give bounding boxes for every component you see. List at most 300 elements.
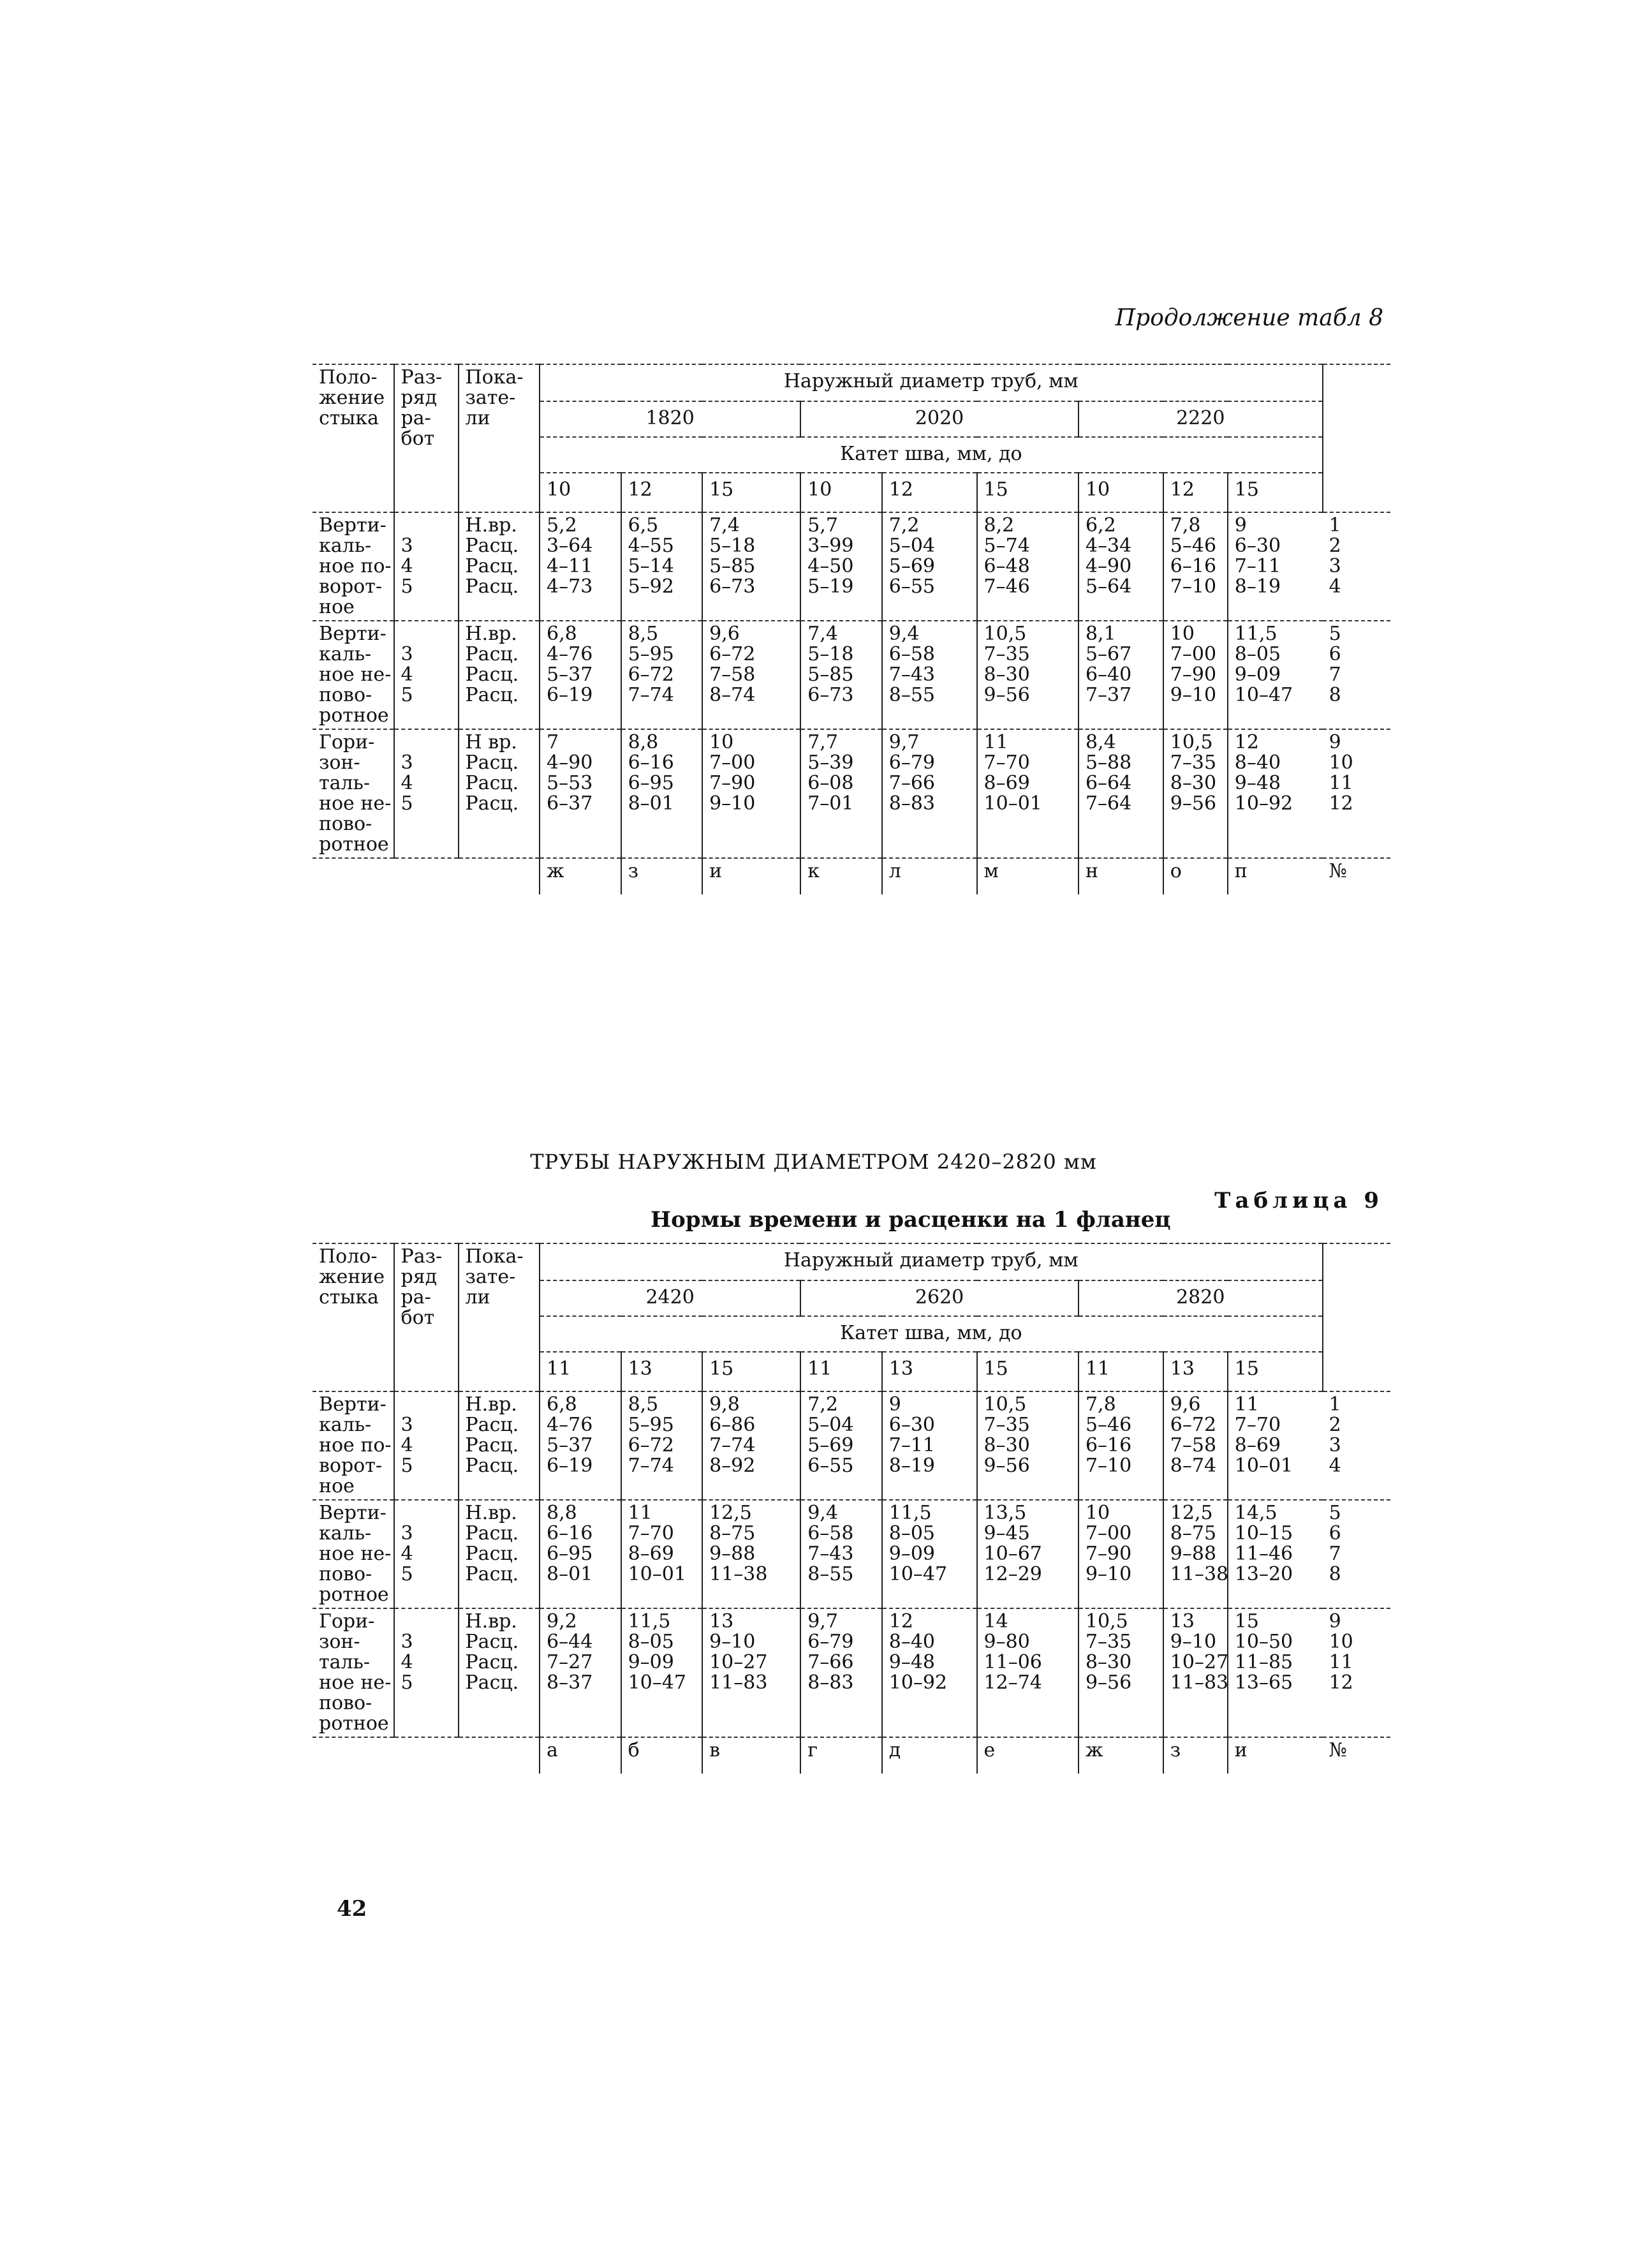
- value: 9–10: [709, 1631, 756, 1653]
- position-line: пово-: [319, 1563, 372, 1585]
- value: 5–46: [1085, 1414, 1132, 1436]
- value-cell: [977, 1500, 1079, 1608]
- value-cell: [621, 729, 703, 858]
- value-cell: [882, 621, 977, 729]
- value: 8–40: [1234, 752, 1281, 774]
- row-number: 4: [1329, 1455, 1341, 1477]
- value: 7–35: [1085, 1631, 1132, 1653]
- column-letter: а: [540, 1737, 621, 1774]
- row-number: 2: [1329, 1414, 1341, 1436]
- header-grade-line: бот: [401, 427, 435, 450]
- value-cell: [882, 1500, 977, 1608]
- grade-cell: [394, 1500, 459, 1608]
- value: 9,6: [709, 623, 740, 645]
- header-leg-value: 15: [702, 1352, 800, 1391]
- value: 8–75: [1170, 1522, 1217, 1545]
- position-line: каль-: [319, 535, 372, 557]
- table-row: [313, 1391, 1390, 1500]
- value: 7–70: [1234, 1414, 1281, 1436]
- indicator-cell: [459, 621, 540, 729]
- row-number: 7: [1329, 663, 1341, 686]
- value: 9–56: [983, 1455, 1030, 1477]
- value: 8–74: [709, 684, 756, 706]
- position-line: ное не-: [319, 1671, 392, 1694]
- header-row: [313, 1243, 1390, 1280]
- value: 14: [983, 1610, 1008, 1633]
- grade-cell: [394, 512, 459, 621]
- row-number: 11: [1329, 1651, 1353, 1673]
- grade-value: 5: [401, 1563, 413, 1585]
- value: 8–01: [547, 1563, 593, 1585]
- row-number: 3: [1329, 555, 1341, 577]
- header-position: [313, 364, 394, 512]
- value-cell: [977, 1391, 1079, 1500]
- value: 5–69: [888, 555, 935, 577]
- value-cell: [1079, 1500, 1163, 1608]
- row-number: 7: [1329, 1543, 1341, 1565]
- row-number: 5: [1329, 1502, 1341, 1524]
- value: 10–47: [888, 1563, 948, 1585]
- value: 8–19: [1234, 575, 1281, 598]
- value: 8,4: [1085, 731, 1116, 753]
- indicator-cell: [459, 1391, 540, 1500]
- value: 5–74: [983, 535, 1030, 557]
- position-line: Гори-: [319, 731, 375, 753]
- grade-value: 5: [401, 792, 413, 815]
- row-number-cell: [1323, 729, 1390, 858]
- value: 7: [547, 731, 559, 753]
- header-leg-value: 11: [800, 1352, 882, 1391]
- value: 9–48: [888, 1651, 935, 1673]
- grade-value: 3: [401, 643, 413, 665]
- value: 8,1: [1085, 623, 1116, 645]
- value: 8–69: [1234, 1434, 1281, 1456]
- position-line: ное: [319, 596, 355, 618]
- header-weld-leg: Катет шва, мм, до: [540, 1316, 1323, 1352]
- column-letter: о: [1163, 858, 1228, 894]
- value: 10–15: [1234, 1522, 1293, 1545]
- value-cell: [882, 1391, 977, 1500]
- value: 14,5: [1234, 1502, 1277, 1524]
- header-leg-value: 10: [800, 473, 882, 512]
- position-cell: [313, 512, 394, 621]
- indicator-value: Расц.: [465, 575, 519, 598]
- position-line: Гори-: [319, 1610, 375, 1633]
- header-indicators-line: ли: [465, 407, 490, 429]
- header-leg-value: 12: [621, 473, 703, 512]
- header-indicators: [459, 364, 540, 512]
- value: 7–00: [1085, 1522, 1132, 1545]
- indicator-value: Расц.: [465, 1671, 519, 1694]
- position-line: ное по-: [319, 555, 392, 577]
- letters-empty: [394, 1737, 459, 1774]
- value: 6–16: [628, 752, 674, 774]
- value: 4–11: [547, 555, 593, 577]
- value: 7–00: [1170, 643, 1217, 665]
- value: 7–10: [1170, 575, 1217, 598]
- indicator-cell: [459, 729, 540, 858]
- row-number: 9: [1329, 1610, 1341, 1633]
- header-leg-value: 13: [1163, 1352, 1228, 1391]
- value: 4–55: [628, 535, 674, 557]
- value-cell: [1163, 1500, 1228, 1608]
- value-cell: [1228, 729, 1323, 858]
- value-cell: [1079, 729, 1163, 858]
- value-cell: [540, 1608, 621, 1737]
- value: 6–19: [547, 684, 593, 706]
- indicator-cell: [459, 1500, 540, 1608]
- value: 8–30: [983, 663, 1030, 686]
- value: 7–35: [983, 1414, 1030, 1436]
- indicator-value: Расц.: [465, 1522, 519, 1545]
- value-cell: [540, 1391, 621, 1500]
- grade-value: 4: [401, 1651, 413, 1673]
- value: 6–55: [888, 575, 935, 598]
- indicator-value: Расц.: [465, 1434, 519, 1456]
- column-letter: к: [800, 858, 882, 894]
- column-letter: б: [621, 1737, 703, 1774]
- value: 8–05: [628, 1631, 674, 1653]
- value: 6–58: [888, 643, 935, 665]
- value: 11–83: [709, 1671, 768, 1694]
- value: 9–10: [1170, 1631, 1217, 1653]
- value-cell: [1079, 1391, 1163, 1500]
- value: 4–90: [1085, 555, 1132, 577]
- value: 11: [1234, 1393, 1259, 1416]
- value: 6,8: [547, 623, 577, 645]
- value: 9,4: [888, 623, 920, 645]
- header-grade: [394, 1243, 459, 1391]
- position-line: Верти-: [319, 514, 387, 537]
- value: 6–19: [547, 1455, 593, 1477]
- value-cell: [1228, 512, 1323, 621]
- header-position: [313, 1243, 394, 1391]
- value: 7–74: [709, 1434, 756, 1456]
- value: 12: [1234, 731, 1259, 753]
- grade-value: 5: [401, 1455, 413, 1477]
- value: 3–99: [807, 535, 854, 557]
- column-letter: д: [882, 1737, 977, 1774]
- value: 8–69: [628, 1543, 674, 1565]
- value: 7,7: [807, 731, 838, 753]
- value-cell: [621, 621, 703, 729]
- value: 5,7: [807, 514, 838, 537]
- header-grade-line: ра-: [401, 1286, 431, 1308]
- indicator-value: Расц.: [465, 1631, 519, 1653]
- value: 7,2: [807, 1393, 838, 1416]
- value: 8,5: [628, 1393, 659, 1416]
- row-number: 1: [1329, 1393, 1341, 1416]
- indicator-value: Расц.: [465, 643, 519, 665]
- value: 6–16: [1085, 1434, 1132, 1456]
- header-diameter-value: 2620: [800, 1280, 1079, 1316]
- header-position-line: жение: [319, 387, 385, 409]
- row-number: 3: [1329, 1434, 1341, 1456]
- value: 8–55: [888, 684, 935, 706]
- value: 10,5: [1170, 731, 1213, 753]
- value: 7–00: [709, 752, 756, 774]
- value: 8–55: [807, 1563, 854, 1585]
- value: 7–10: [1085, 1455, 1132, 1477]
- value: 8–05: [1234, 643, 1281, 665]
- value-cell: [977, 1608, 1079, 1737]
- header-leg-value: 12: [882, 473, 977, 512]
- value: 12–29: [983, 1563, 1042, 1585]
- header-diameter: Наружный диаметр труб, мм: [540, 364, 1323, 401]
- value: 6–72: [1170, 1414, 1217, 1436]
- value: 10–92: [1234, 792, 1293, 815]
- value-cell: [1228, 1608, 1323, 1737]
- value: 7–90: [1085, 1543, 1132, 1565]
- value: 5–64: [1085, 575, 1132, 598]
- position-line: зон-: [319, 1631, 360, 1653]
- header-position-line: жение: [319, 1266, 385, 1288]
- value: 13: [709, 1610, 734, 1633]
- header-leg-value: 10: [540, 473, 621, 512]
- value: 11–38: [1170, 1563, 1229, 1585]
- column-letter: м: [977, 858, 1079, 894]
- value: 9–10: [1085, 1563, 1132, 1585]
- value: 8–40: [888, 1631, 935, 1653]
- grade-value: 4: [401, 772, 413, 794]
- value: 6–55: [807, 1455, 854, 1477]
- value-cell: [800, 1500, 882, 1608]
- value: 7–43: [888, 663, 935, 686]
- value-cell: [800, 621, 882, 729]
- value: 11–46: [1234, 1543, 1293, 1565]
- value-cell: [702, 621, 800, 729]
- position-line: ное не-: [319, 1543, 392, 1565]
- value: 7–70: [628, 1522, 674, 1545]
- grade-value: [401, 1395, 452, 1415]
- value: 5–18: [807, 643, 854, 665]
- header-indicators-line: Пока-: [465, 366, 524, 389]
- indicator-value: Расц.: [465, 1414, 519, 1436]
- position-cell: [313, 729, 394, 858]
- value: 4–90: [547, 752, 593, 774]
- value: 4–73: [547, 575, 593, 598]
- value: 5–04: [807, 1414, 854, 1436]
- value: 5–88: [1085, 752, 1132, 774]
- value: 13–65: [1234, 1671, 1293, 1694]
- value: 9–56: [1085, 1671, 1132, 1694]
- value: 6–40: [1085, 663, 1132, 686]
- value: 8–92: [709, 1455, 756, 1477]
- value: 7,4: [709, 514, 740, 537]
- column-letter: з: [621, 858, 703, 894]
- value: 6–86: [709, 1414, 756, 1436]
- value: 6–95: [628, 772, 674, 794]
- value: 9–10: [709, 792, 756, 815]
- header-position-line: Поло-: [319, 1245, 378, 1268]
- row-number: 2: [1329, 535, 1341, 557]
- header-leg-value: 15: [977, 1352, 1079, 1391]
- table-row: [313, 1500, 1390, 1608]
- value: 11–06: [983, 1651, 1042, 1673]
- header-diameter-value: 2220: [1079, 401, 1323, 437]
- grade-value: [401, 1503, 452, 1523]
- position-line: ворот-: [319, 1455, 382, 1477]
- column-letter: л: [882, 858, 977, 894]
- value-cell: [1228, 1500, 1323, 1608]
- header-position-line: стыка: [319, 1286, 379, 1308]
- value: 10–50: [1234, 1631, 1293, 1653]
- value: 6,2: [1085, 514, 1116, 537]
- value: 9–09: [888, 1543, 935, 1565]
- value-cell: [702, 512, 800, 621]
- value: 8–05: [888, 1522, 935, 1545]
- column-letter: ж: [1079, 1737, 1163, 1774]
- grade-value: 3: [401, 1414, 413, 1436]
- grade-cell: [394, 729, 459, 858]
- value: 9–10: [1170, 684, 1217, 706]
- position-line: ное: [319, 1475, 355, 1497]
- value: 9,7: [888, 731, 920, 753]
- indicator-value: Н.вр.: [465, 623, 517, 645]
- value: 8–75: [709, 1522, 756, 1545]
- letters-empty: [459, 858, 540, 894]
- header-grade-line: ра-: [401, 407, 431, 429]
- column-letter: п: [1228, 858, 1323, 894]
- value: 12,5: [1170, 1502, 1213, 1524]
- indicator-value: Расц.: [465, 663, 519, 686]
- grade-value: 5: [401, 684, 413, 706]
- indicator-value: Расц.: [465, 535, 519, 557]
- table-9-label: Таблица 9: [1214, 1188, 1383, 1213]
- value-cell: [702, 1608, 800, 1737]
- indicator-value: Расц.: [465, 772, 519, 794]
- value: 6,5: [628, 514, 659, 537]
- grade-value: 4: [401, 1434, 413, 1456]
- header-indicators-line: зате-: [465, 387, 516, 409]
- value: 7–46: [983, 575, 1030, 598]
- value: 5–95: [628, 1414, 674, 1436]
- continuation-title: Продолжение табл 8: [1115, 305, 1383, 331]
- letters-empty: [394, 858, 459, 894]
- num-symbol: №: [1323, 858, 1390, 894]
- row-number: 5: [1329, 623, 1341, 645]
- value: 11,5: [628, 1610, 671, 1633]
- value: 7–74: [628, 1455, 674, 1477]
- value: 9–88: [709, 1543, 756, 1565]
- value-cell: [540, 1500, 621, 1608]
- value-cell: [977, 729, 1079, 858]
- value-cell: [540, 621, 621, 729]
- value: 5–14: [628, 555, 674, 577]
- value-cell: [702, 729, 800, 858]
- row-number: 10: [1329, 752, 1353, 774]
- value: 6–48: [983, 555, 1030, 577]
- value: 6–79: [807, 1631, 854, 1653]
- value: 8,8: [628, 731, 659, 753]
- value: 6–72: [628, 1434, 674, 1456]
- table-row: [313, 621, 1390, 729]
- header-leg-value: 13: [621, 1352, 703, 1391]
- value: 12: [888, 1610, 913, 1633]
- position-line: каль-: [319, 1414, 372, 1436]
- value: 8–30: [1085, 1651, 1132, 1673]
- letters-row: [313, 1737, 1390, 1774]
- value: 10–47: [628, 1671, 686, 1694]
- table-9-subtitle: Нормы времени и расценки на 1 фланец: [651, 1207, 1171, 1233]
- header-grade-line: ряд: [401, 1266, 438, 1288]
- value-cell: [1163, 1608, 1228, 1737]
- value: 5–39: [807, 752, 854, 774]
- header-leg-value: 11: [540, 1352, 621, 1391]
- value: 9–80: [983, 1631, 1030, 1653]
- page-number: 42: [337, 1896, 367, 1922]
- value: 10: [709, 731, 734, 753]
- value: 6–95: [547, 1543, 593, 1565]
- value: 8–37: [547, 1671, 593, 1694]
- row-number: 4: [1329, 575, 1341, 598]
- letters-empty: [313, 1737, 394, 1774]
- indicator-value: Расц.: [465, 1651, 519, 1673]
- value-cell: [882, 729, 977, 858]
- value: 6–44: [547, 1631, 593, 1653]
- value: 3–64: [547, 535, 593, 557]
- value: 13: [1170, 1610, 1195, 1633]
- table-row: [313, 729, 1390, 858]
- value: 10,5: [983, 1393, 1027, 1416]
- position-line: зон-: [319, 752, 360, 774]
- column-letter: н: [1079, 858, 1163, 894]
- table-9: [313, 1243, 1390, 1774]
- value: 6–64: [1085, 772, 1132, 794]
- value: 7–27: [547, 1651, 593, 1673]
- header-grade-line: бот: [401, 1307, 435, 1329]
- value-cell: [882, 512, 977, 621]
- letters-empty: [459, 1737, 540, 1774]
- value: 7–66: [807, 1651, 854, 1673]
- grade-cell: [394, 1608, 459, 1737]
- table-8: [313, 364, 1390, 894]
- value: 6–16: [1170, 555, 1217, 577]
- indicator-value: Н.вр.: [465, 1393, 517, 1416]
- value: 5–92: [628, 575, 674, 598]
- value: 7,4: [807, 623, 838, 645]
- grade-value: 3: [401, 1522, 413, 1545]
- value-cell: [977, 621, 1079, 729]
- value-cell: [1163, 1391, 1228, 1500]
- value: 11: [983, 731, 1008, 753]
- value-cell: [621, 1391, 703, 1500]
- column-letter: и: [702, 858, 800, 894]
- value: 9,8: [709, 1393, 740, 1416]
- value: 11: [628, 1502, 652, 1524]
- value: 4–50: [807, 555, 854, 577]
- header-leg-value: 13: [882, 1352, 977, 1391]
- position-line: таль-: [319, 1651, 371, 1673]
- value-cell: [977, 512, 1079, 621]
- header-leg-value: 15: [1228, 1352, 1323, 1391]
- value: 7–11: [1234, 555, 1281, 577]
- value-cell: [800, 1608, 882, 1737]
- position-line: Верти-: [319, 1393, 387, 1416]
- value: 7–70: [983, 752, 1030, 774]
- header-grade-line: ряд: [401, 387, 438, 409]
- header-grade-line: Раз-: [401, 366, 443, 389]
- value: 6–73: [709, 575, 756, 598]
- position-line: ротное: [319, 1712, 389, 1735]
- row-number: 6: [1329, 1522, 1341, 1545]
- value-cell: [1079, 1608, 1163, 1737]
- position-line: ротное: [319, 1583, 389, 1606]
- value: 6–16: [547, 1522, 593, 1545]
- value: 7–74: [628, 684, 674, 706]
- row-number-cell: [1323, 1608, 1390, 1737]
- row-number: 11: [1329, 772, 1353, 794]
